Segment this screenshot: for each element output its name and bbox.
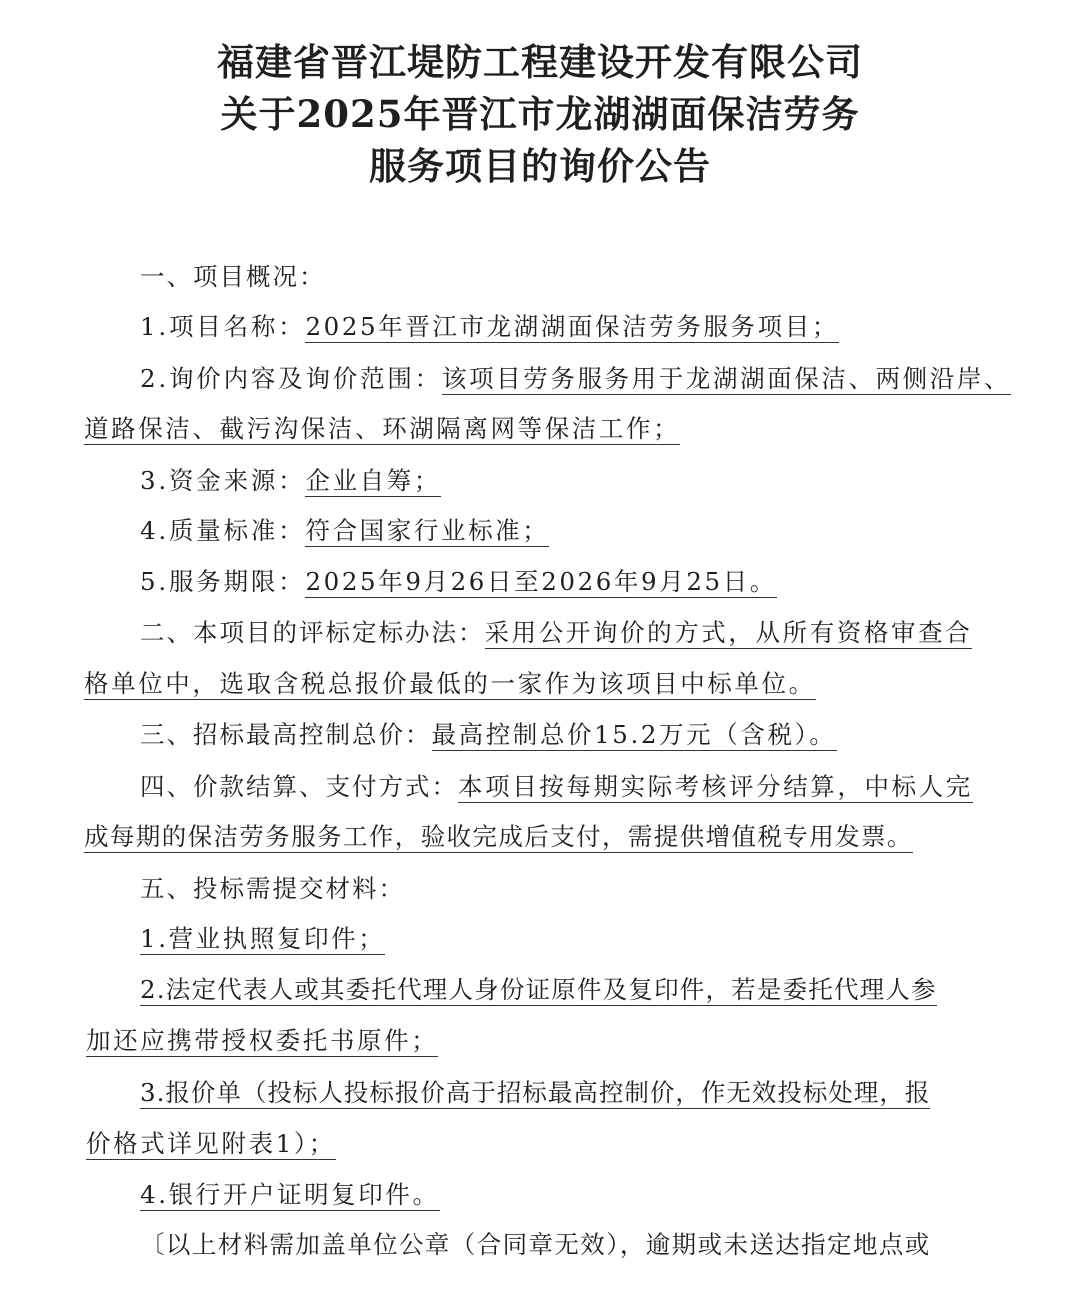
section-2 [140,614,972,649]
section-5-note [140,1226,931,1261]
section-5-heading-text: 五、投标需提交材料： [140,874,405,903]
section-1-item-2 [140,360,1011,395]
material-item: 加还应携带授权委托书原件； [86,1026,439,1055]
item-value: 道路保洁、截污沟保洁、环湖隔离网等保洁工作； [84,414,681,443]
material-item: 2.法定代表人或其委托代理人身份证原件及复印件，若是委托代理人参 [140,975,937,1004]
item-value: 2025年晋江市龙湖湖面保洁劳务服务项目； [305,312,839,341]
section-4-continued [84,818,913,853]
section-5-item-3-continued [86,1125,336,1160]
section-1-heading-text: 一、项目概况： [140,262,326,291]
title-line-2: 关于2025年晋江市龙湖湖面保洁劳务 [220,92,860,136]
section-4-value: 成每期的保洁劳务服务工作，验收完成后支付，需提供增值税专用发票。 [84,822,913,851]
section-5-item-2 [140,971,937,1006]
section-1-item-5 [140,563,777,598]
section-2-value: 格单位中，选取含税总报价最低的一家作为该项目中标单位。 [84,669,816,698]
section-3-heading: 三、招标最高控制总价： [140,720,432,749]
section-2-heading: 二、本项目的评标定标办法： [140,618,485,647]
section-1-item-3 [140,462,441,497]
section-2-continued [84,665,816,700]
item-label: 1.项目名称： [140,312,306,341]
section-4 [140,768,973,803]
title-line-3: 服务项目的询价公告 [369,144,711,188]
item-label: 2.询价内容及询价范围： [140,364,442,393]
section-5-item-4 [140,1176,440,1211]
section-5-heading [140,870,405,905]
material-item: 3.报价单（投标人投标报价高于招标最高控制价，作无效投标处理，报 [140,1078,931,1107]
section-5-item-1 [140,920,385,955]
section-5-item-3 [140,1074,930,1109]
section-3-value: 最高控制总价15.2万元（含税）。 [431,720,837,749]
item-value: 2025年9月26日至2026年9月25日。 [305,567,777,596]
section-1-item-4 [140,512,549,547]
section-4-heading: 四、价款结算、支付方式： [140,772,458,801]
section-5-item-2-continued [86,1022,438,1057]
item-value: 符合国家行业标准； [305,516,550,545]
material-item: 4.银行开户证明复印件。 [140,1180,440,1209]
item-label: 3.资金来源： [140,466,306,495]
item-value: 企业自筹； [305,466,441,495]
item-label: 5.服务期限： [140,567,306,596]
section-1-heading [140,258,326,293]
document-title [0,36,1080,192]
note-text: 〔以上材料需加盖单位公章（合同章无效），逾期或未送达指定地点或 [140,1230,931,1259]
title-line-1: 福建省晋江堤防工程建设开发有限公司 [217,40,863,84]
section-4-value: 本项目按每期实际考核评分结算，中标人完 [458,772,973,801]
section-1-item-2-continued [84,410,680,445]
material-item: 1.营业执照复印件； [140,924,386,953]
material-item: 价格式详见附表1）； [86,1129,336,1158]
section-2-value: 采用公开询价的方式，从所有资格审查合 [484,618,973,647]
item-label: 4.质量标准： [140,516,306,545]
section-3 [140,716,837,751]
item-value: 该项目劳务服务用于龙湖湖面保洁、两侧沿岸、 [441,364,1012,393]
section-1-item-1 [140,308,839,343]
